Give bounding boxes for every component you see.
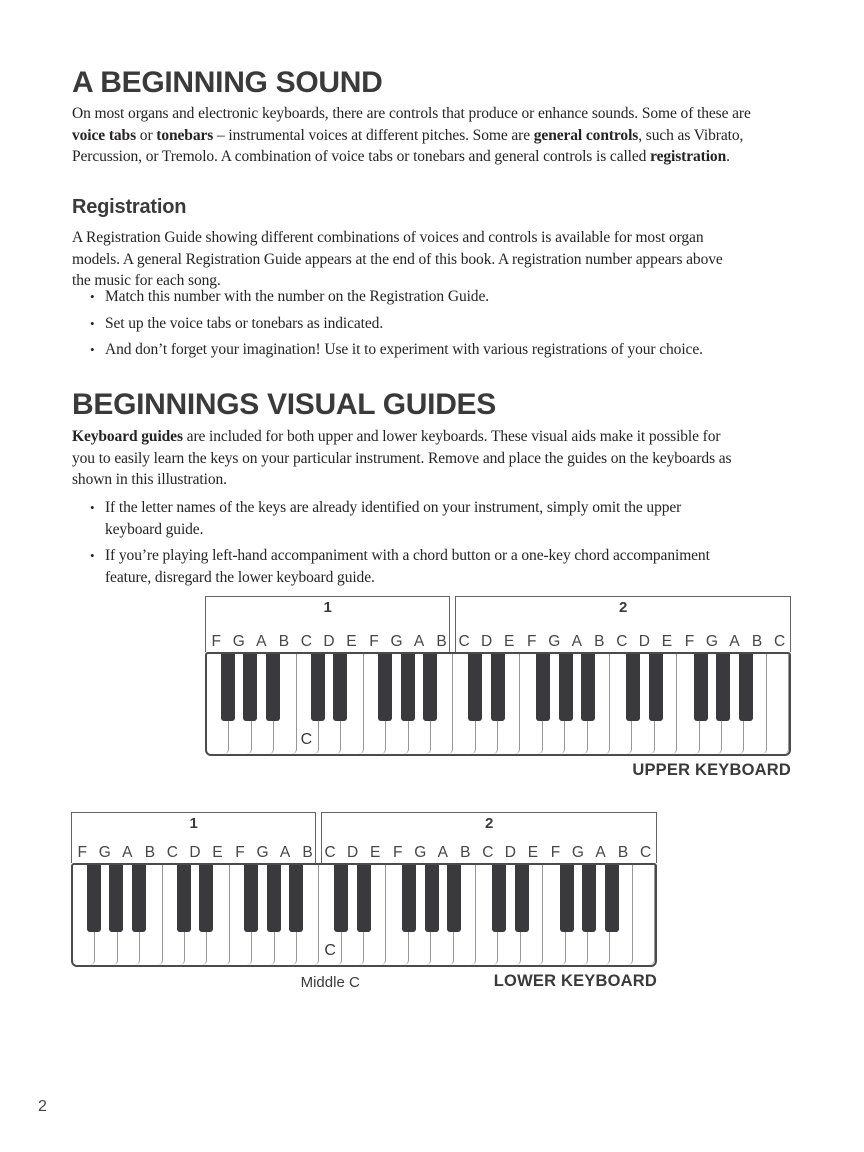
key-letter: D <box>323 633 335 650</box>
text-line: keyboard guide. <box>105 520 204 538</box>
bullet-text <box>105 497 681 540</box>
black-key <box>581 654 595 721</box>
key-letter: D <box>504 844 516 861</box>
key-letter: G <box>98 844 111 861</box>
key-letter: B <box>436 633 447 650</box>
lower-keyboard-keys <box>71 863 657 967</box>
black-key <box>468 654 482 721</box>
bullet-icon: • <box>90 548 95 563</box>
black-key <box>739 654 753 721</box>
bullet-text <box>105 313 383 335</box>
bullet-icon: • <box>90 315 95 331</box>
key-letter: G <box>232 633 245 650</box>
black-key <box>605 865 619 932</box>
black-key <box>333 654 347 721</box>
black-key <box>289 865 303 932</box>
black-key <box>132 865 146 932</box>
black-key <box>378 654 392 721</box>
key-letter: F <box>369 633 379 650</box>
section-title-visual-guides: BEGINNINGS VISUAL GUIDES <box>72 388 496 421</box>
key-letter: A <box>437 844 448 861</box>
key-letter: G <box>390 633 403 650</box>
text-line: shown in this illustration. <box>72 471 227 488</box>
lower-keyboard-guide <box>71 812 657 863</box>
black-key <box>716 654 730 721</box>
guide-section-number: 2 <box>485 815 494 832</box>
c-key-label: C <box>324 942 336 959</box>
black-key <box>423 654 437 721</box>
key-letter: B <box>302 844 313 861</box>
key-letter: C <box>639 844 652 861</box>
key-letter: B <box>144 844 156 861</box>
visual-guides-paragraph <box>72 426 732 491</box>
key-letter: C <box>458 633 470 650</box>
bullet-item <box>72 497 710 540</box>
subsection-title-registration: Registration <box>72 196 187 218</box>
bullet-item <box>72 286 703 308</box>
upper-keyboard-keys <box>205 652 791 756</box>
black-key <box>311 654 325 721</box>
text-line: voice tabs or tonebars – instrumental voices at different pitches. Some are general controls, such as Vibrato, <box>72 126 744 144</box>
middle-c-caption: Middle C <box>300 974 360 991</box>
key-letter: G <box>705 633 718 650</box>
key-letter: A <box>122 844 133 861</box>
black-key <box>401 654 415 721</box>
key-letter: E <box>504 633 515 650</box>
key-letter: F <box>77 844 87 861</box>
lower-keyboard-caption: LOWER KEYBOARD <box>493 972 657 990</box>
upper-keyboard-captions <box>205 761 791 783</box>
black-key <box>491 654 505 721</box>
black-key <box>334 865 348 932</box>
black-key <box>447 865 461 932</box>
black-key <box>559 654 573 721</box>
key-letter: C <box>324 844 336 861</box>
key-letter: B <box>594 633 605 650</box>
key-letter: A <box>571 633 582 650</box>
key-letter: E <box>346 633 357 650</box>
bullet-icon: • <box>90 289 95 304</box>
key-letter: F <box>526 633 537 650</box>
key-letter: F <box>211 633 221 650</box>
key-letter: B <box>278 633 290 650</box>
black-key <box>87 865 101 932</box>
text-line: On most organs and electronic keyboards, there are controls that produce or enhance sounds. Some of these are <box>72 105 751 122</box>
lower-keyboard-diagram <box>71 812 657 994</box>
key-letter: C <box>482 844 494 861</box>
upper-keyboard-diagram <box>205 596 791 783</box>
guide-section-number: 2 <box>619 599 628 616</box>
black-key <box>626 654 640 721</box>
text-line: Match this number with the number on the Registration Guide. <box>105 288 490 305</box>
black-key <box>221 654 235 721</box>
upper-keyboard-guide <box>205 596 791 652</box>
page-number: 2 <box>38 1098 47 1115</box>
key-letter: A <box>256 633 267 650</box>
visual-guides-bullet-list <box>72 497 710 593</box>
text-line: you to easily learn the keys on your particular instrument. Remove and place the guides on the keyboards as <box>72 449 732 467</box>
key-letter: F <box>392 844 403 861</box>
bullet-item <box>72 545 710 588</box>
bullet-text <box>105 286 489 308</box>
black-key <box>649 654 663 721</box>
black-key <box>267 865 281 932</box>
key-letter: G <box>256 844 269 861</box>
key-letter: F <box>684 633 695 650</box>
key-letter: A <box>279 844 291 861</box>
registration-bullet-list <box>72 286 703 366</box>
text-line: If you’re playing left-hand accompaniment with a chord button or a one-key chord accompaniment <box>105 547 710 564</box>
key-letter: C <box>166 844 178 861</box>
key-letter: C <box>616 633 628 650</box>
key-letter: G <box>548 633 561 650</box>
key-letter: E <box>661 633 673 650</box>
upper-keyboard-caption: UPPER KEYBOARD <box>632 761 791 779</box>
lower-keyboard-captions <box>71 972 657 994</box>
text-line: Keyboard guides are included for both upper and lower keyboards. These visual aids make it possible for <box>72 428 721 445</box>
text-line: A Registration Guide showing different combinations of voices and controls is available for most organ <box>72 229 704 246</box>
key-letter-row <box>71 844 657 862</box>
key-letter: A <box>729 633 740 650</box>
key-letter: E <box>527 844 539 861</box>
black-key <box>177 865 191 932</box>
bullet-icon: • <box>90 342 95 357</box>
key-letter: B <box>617 844 629 861</box>
black-key <box>243 654 257 721</box>
section-title-beginning-sound: A BEGINNING SOUND <box>72 66 383 99</box>
key-letter: G <box>414 844 427 861</box>
black-key <box>402 865 416 932</box>
text-line: the music for each song. <box>72 272 221 289</box>
black-key <box>582 865 596 932</box>
key-letter: E <box>370 844 381 861</box>
bullet-icon: • <box>90 500 95 515</box>
key-letter: F <box>550 844 561 861</box>
text-line: Percussion, or Tremolo. A combination of voice tabs or tonebars and general controls is called registration. <box>72 148 730 165</box>
key-letter: C <box>300 633 312 650</box>
text-line: models. A general Registration Guide appears at the end of this book. A registration number appears above <box>72 250 723 268</box>
key-letter: A <box>413 633 425 650</box>
black-key <box>694 654 708 721</box>
bullet-item <box>72 339 703 361</box>
guide-section-number: 1 <box>323 599 332 616</box>
registration-paragraph <box>72 227 723 292</box>
key-letter: B <box>460 844 471 861</box>
key-letter: F <box>235 844 245 861</box>
black-key <box>536 654 550 721</box>
black-key <box>199 865 213 932</box>
guide-section-number: 1 <box>189 815 198 832</box>
key-letter: A <box>595 844 606 861</box>
text-line: And don’t forget your imagination! Use it to experiment with various registrations of your choice. <box>105 341 703 358</box>
key-letter: G <box>571 844 584 861</box>
key-letter-row <box>205 633 791 651</box>
black-key <box>244 865 258 932</box>
bullet-item <box>72 313 703 335</box>
black-key <box>109 865 123 932</box>
bullet-text <box>105 339 703 361</box>
black-key <box>492 865 506 932</box>
black-key <box>266 654 280 721</box>
black-key <box>425 865 439 932</box>
white-key-C <box>767 654 789 754</box>
key-letter: D <box>481 633 493 650</box>
text-line: feature, disregard the lower keyboard guide. <box>105 568 375 586</box>
black-key <box>357 865 371 932</box>
black-key <box>515 865 529 932</box>
key-letter: D <box>638 633 650 650</box>
key-letter: D <box>189 844 201 861</box>
c-key-label: C <box>300 731 313 748</box>
key-letter: E <box>212 844 223 861</box>
key-letter: C <box>773 633 786 650</box>
bullet-text <box>105 545 710 588</box>
black-key <box>560 865 574 932</box>
key-letter: D <box>347 844 359 861</box>
text-line: If the letter names of the keys are already identified on your instrument, simply omit the upper <box>105 499 682 516</box>
white-key-C <box>633 865 655 965</box>
text-line: Set up the voice tabs or tonebars as indicated. <box>105 314 384 332</box>
beginning-sound-paragraph <box>72 103 751 168</box>
key-letter: B <box>751 633 763 650</box>
